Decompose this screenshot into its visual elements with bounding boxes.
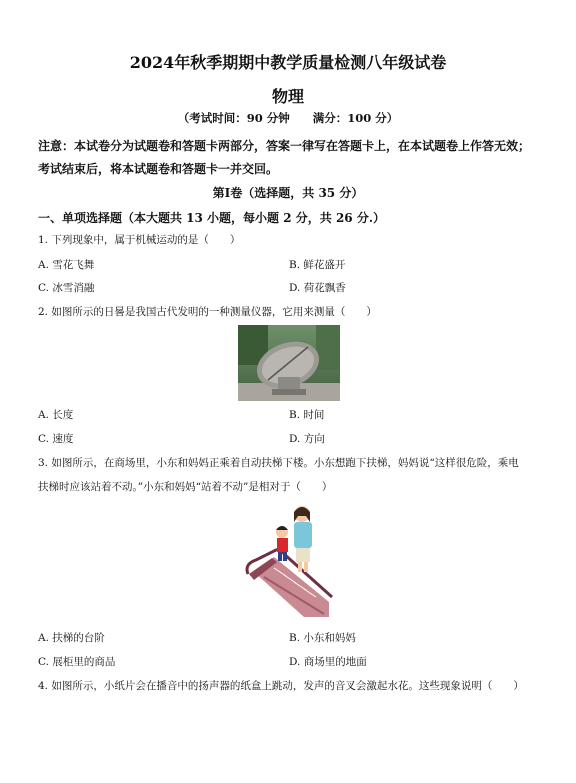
question-3-option-a: A. 扶梯的台阶: [38, 632, 105, 644]
part-heading: 一、单项选择题（本大题共 13 小题，每小题 2 分，共 26 分.）: [38, 211, 385, 225]
question-3-option-d: D. 商场里的地面: [289, 656, 367, 668]
notice-line-1: 注意：本试卷分为试题卷和答题卡两部分，答案一律写在答题卡上，在本试题卷上作答无效；: [38, 139, 531, 153]
question-2-option-a: A. 长度: [38, 409, 74, 421]
question-4-stem: 4. 如图所示，小纸片会在播音中的扬声器的纸盒上跳动，发声的音叉会激起水花。这些现象说明（ ）: [38, 680, 524, 692]
exam-title: 2024年秋季期期中教学质量检测八年级试卷: [129, 53, 447, 72]
question-2-option-c: C. 速度: [38, 433, 74, 445]
question-3-stem-line-2: 扶梯时应该站着不动。”小东和妈妈“站着不动”是相对于（ ）: [38, 481, 333, 493]
subject-title: 物理: [271, 87, 304, 106]
question-1-option-d: D. 荷花飘香: [289, 282, 346, 294]
exam-info: （考试时间：90 分钟 满分：100 分）: [177, 111, 399, 125]
escalator-image: [244, 502, 334, 617]
section-heading: 第Ⅰ卷（选择题，共 35 分）: [212, 186, 364, 200]
question-3-option-c: C. 展柜里的商品: [38, 656, 116, 668]
question-1-option-c: C. 冰雪消融: [38, 282, 95, 294]
notice-line-2: 考试结束后，将本试题卷和答题卡一并交回。: [38, 162, 279, 176]
question-3-stem-line-1: 3. 如图所示，在商场里，小东和妈妈正乘着自动扶梯下楼。小东想跑下扶梯，妈妈说“这样很危险，乘电: [38, 457, 519, 469]
sundial-image: [238, 325, 340, 401]
question-2-option-b: B. 时间: [289, 409, 325, 421]
question-1-stem: 1. 下列现象中，属于机械运动的是（ ）: [38, 234, 241, 246]
question-1-option-b: B. 鲜花盛开: [289, 259, 346, 271]
question-2-option-d: D. 方向: [289, 433, 325, 445]
question-2-stem: 2. 如图所示的日晷是我国古代发明的一种测量仪器，它用来测量（ ）: [38, 306, 377, 318]
question-1-option-a: A. 雪花飞舞: [38, 259, 95, 271]
question-3-option-b: B. 小东和妈妈: [289, 632, 356, 644]
